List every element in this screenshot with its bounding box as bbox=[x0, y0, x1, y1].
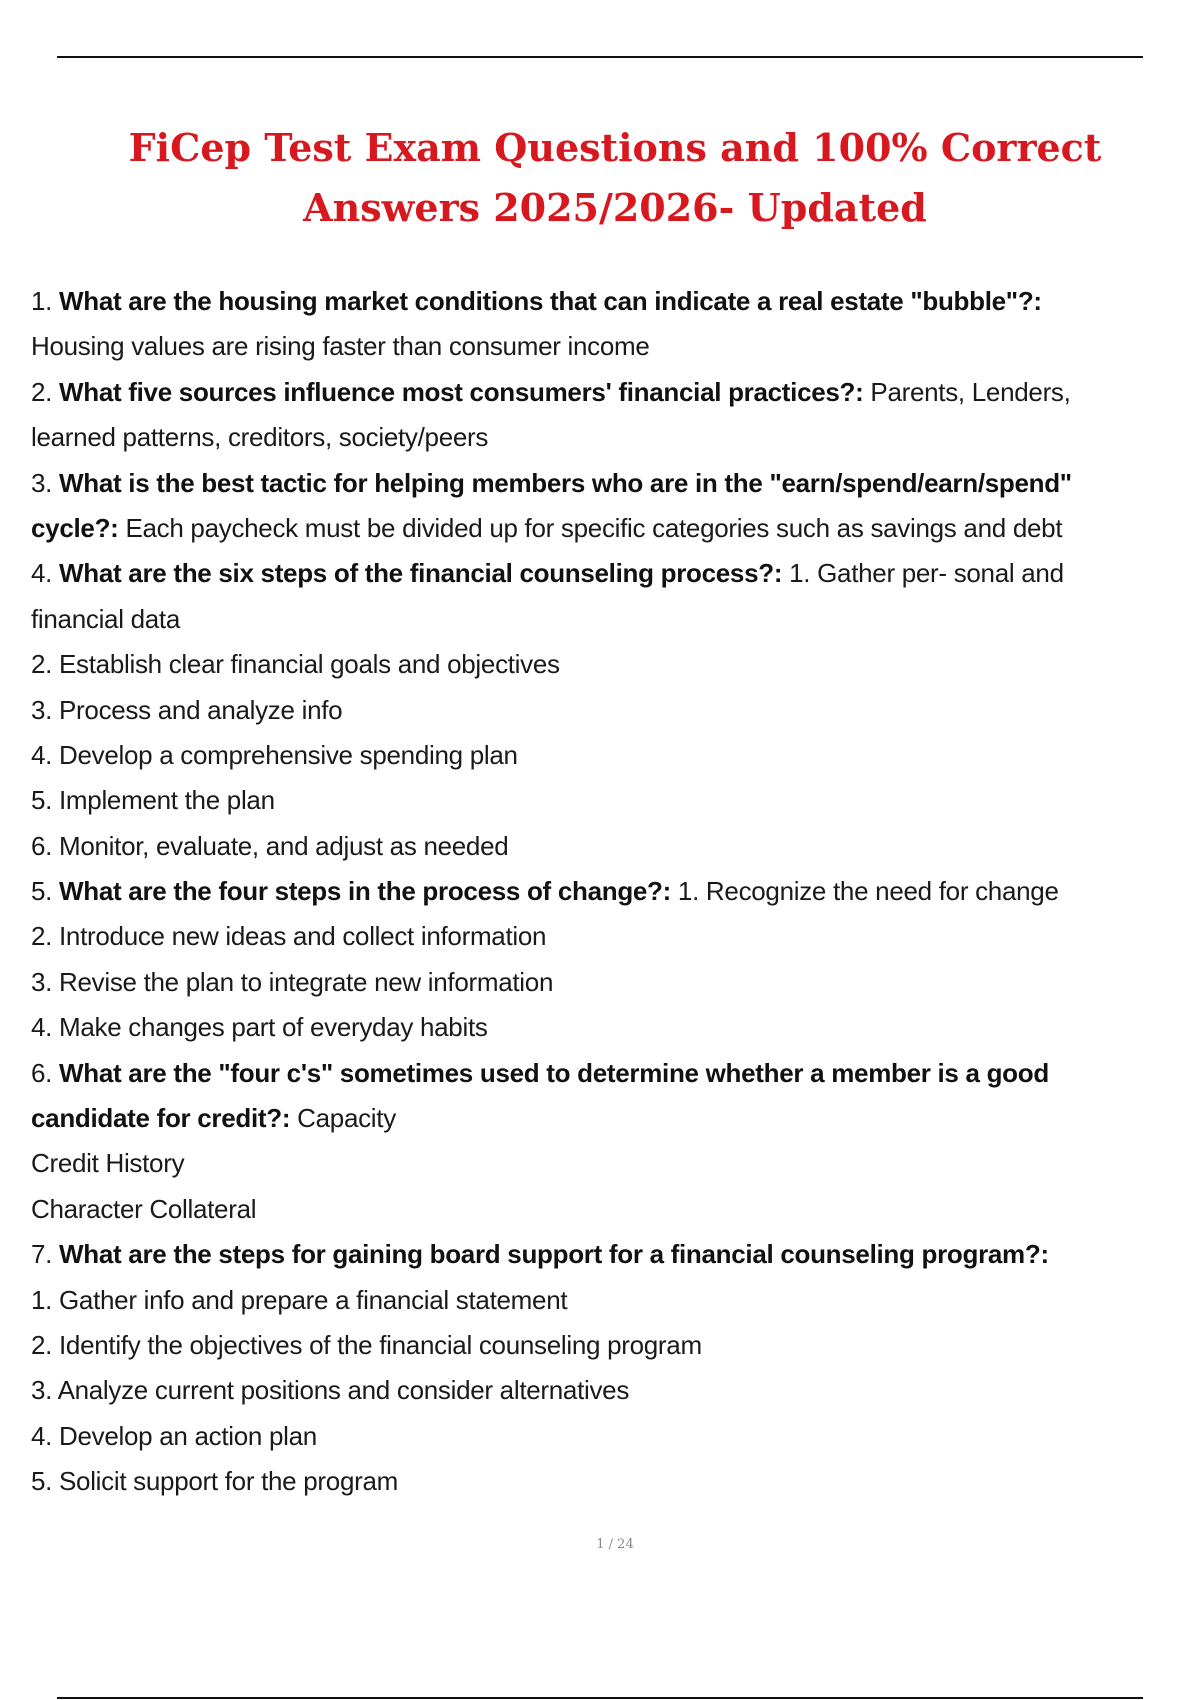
line-number: 2. bbox=[31, 376, 60, 407]
question-text: What are the housing market conditions that can indicate a real estate "bubble"?: bbox=[59, 286, 1042, 316]
question-text: What five sources influence most consumers' financial practices?: bbox=[59, 376, 864, 407]
answer-text: 2. Identify the objectives of the financial counseling program bbox=[31, 1329, 702, 1360]
answer-text: 4. Make changes part of everyday habits bbox=[31, 1012, 488, 1043]
answer-text: 5. Solicit support for the program bbox=[31, 1466, 398, 1497]
text-line bbox=[31, 1096, 1181, 1141]
question-text: What is the best tactic for helping members who are in the "earn/spend/earn/spend" bbox=[59, 467, 1072, 498]
text-line bbox=[31, 551, 1181, 596]
text-line bbox=[31, 1323, 1181, 1368]
answer-text: 2. Introduce new ideas and collect information bbox=[31, 921, 547, 952]
line-number: 1. bbox=[31, 286, 60, 316]
line-number: 4. bbox=[31, 558, 60, 589]
text-line bbox=[31, 960, 1181, 1005]
answer-text: Capacity bbox=[290, 1103, 396, 1134]
text-line bbox=[31, 1232, 1181, 1277]
answer-text: 2. Establish clear financial goals and objectives bbox=[31, 649, 560, 680]
text-line bbox=[31, 914, 1181, 959]
text-line bbox=[31, 370, 1181, 415]
question-list bbox=[31, 279, 1181, 1505]
answer-text: 3. Revise the plan to integrate new information bbox=[31, 966, 554, 997]
answer-text: Character Collateral bbox=[31, 1193, 257, 1224]
text-line bbox=[31, 1414, 1181, 1459]
text-line bbox=[31, 1368, 1181, 1413]
answer-text: 1. Gather per- sonal and bbox=[782, 558, 1064, 589]
line-number: 6. bbox=[31, 1057, 60, 1088]
answer-text: 4. Develop a comprehensive spending plan bbox=[31, 739, 518, 770]
answer-text: 1. Gather info and prepare a financial statement bbox=[31, 1284, 568, 1315]
question-text: What are the six steps of the financial counseling process?: bbox=[59, 558, 783, 589]
answer-text: 3. Analyze current positions and consider alternatives bbox=[31, 1375, 630, 1406]
question-text: candidate for credit?: bbox=[31, 1103, 291, 1134]
text-line bbox=[31, 733, 1181, 778]
top-divider bbox=[57, 56, 1143, 58]
bottom-divider bbox=[57, 1697, 1143, 1699]
text-line bbox=[31, 1459, 1181, 1504]
document-title: FiCep Test Exam Questions and 100% Correct Answers 2025/2026- Updated bbox=[128, 125, 1102, 230]
text-line bbox=[31, 324, 1181, 369]
answer-text: 3. Process and analyze info bbox=[31, 694, 343, 725]
question-text: What are the "four c's" sometimes used to determine whether a member is a good bbox=[59, 1057, 1049, 1088]
answer-text: financial data bbox=[31, 603, 181, 634]
text-line bbox=[31, 1141, 1181, 1186]
text-line bbox=[31, 869, 1181, 914]
question-text: cycle?: bbox=[31, 512, 119, 543]
answer-text: Each paycheck must be divided up for specific categories such as savings and debt bbox=[118, 512, 1063, 543]
text-line bbox=[31, 461, 1181, 506]
question-text: What are the steps for gaining board support for a financial counseling program?: bbox=[59, 1239, 1049, 1270]
answer-text: Parents, Lenders, bbox=[863, 376, 1071, 407]
text-line bbox=[31, 824, 1181, 869]
answer-text: learned patterns, creditors, society/peers bbox=[31, 422, 489, 453]
text-line bbox=[31, 688, 1181, 733]
line-number: 5. bbox=[31, 876, 60, 907]
answer-text: 5. Implement the plan bbox=[31, 785, 275, 816]
text-line bbox=[31, 642, 1181, 687]
text-line bbox=[31, 1187, 1181, 1232]
text-line bbox=[31, 778, 1181, 823]
line-number: 3. bbox=[31, 467, 60, 498]
answer-text: 6. Monitor, evaluate, and adjust as needed bbox=[31, 830, 509, 861]
line-number: 7. bbox=[31, 1239, 60, 1270]
answer-text: Credit History bbox=[31, 1148, 185, 1179]
page-number: 1 / 24 bbox=[596, 1537, 634, 1552]
answer-text: 4. Develop an action plan bbox=[31, 1420, 317, 1451]
answer-text: Housing values are rising faster than consumer income bbox=[31, 331, 650, 362]
text-line bbox=[31, 415, 1181, 460]
answer-text: 1. Recognize the need for change bbox=[671, 876, 1059, 907]
text-line bbox=[31, 597, 1181, 642]
text-line bbox=[31, 506, 1181, 551]
text-line bbox=[31, 1278, 1181, 1323]
question-text: What are the four steps in the process of change?: bbox=[59, 876, 671, 907]
text-line bbox=[31, 1051, 1181, 1096]
text-line bbox=[31, 279, 1181, 324]
text-line bbox=[31, 1005, 1181, 1050]
